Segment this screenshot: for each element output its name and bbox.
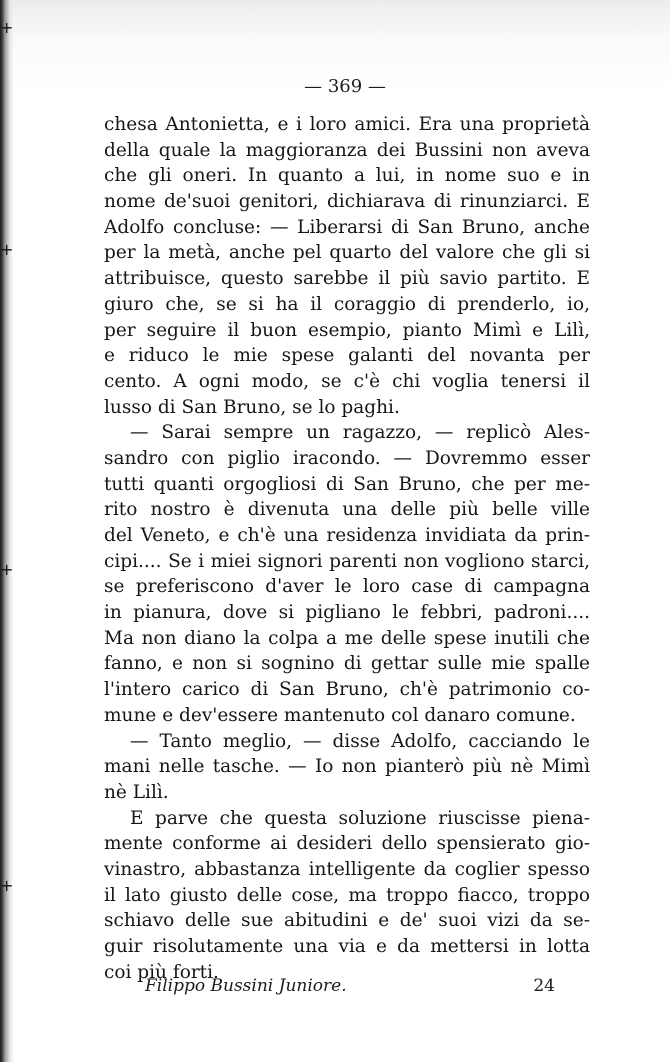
text-line: mani nelle tasche. — Io non pianterò più nè Mimì	[104, 756, 590, 778]
text-line: tutti quanti orgogliosi di San Bruno, che per me-	[104, 473, 590, 495]
text-line: giuro che, se si ha il coraggio di prenderlo, io,	[104, 293, 590, 315]
page-footer	[145, 976, 555, 1000]
text-line: Adolfo concluse: — Liberarsi di San Bruno, anche	[104, 216, 590, 238]
text-line: se preferiscono d'aver le loro case di campagna	[104, 576, 590, 598]
page-number-header: — 369 —	[304, 76, 386, 97]
text-line: e riduco le mie spese galanti del novanta per	[104, 345, 590, 367]
footer-sheet-number: 24	[533, 976, 555, 996]
text-line: sandro con piglio iracondo. — Dovremmo esser	[104, 447, 590, 469]
text-line: coi più forti.	[104, 961, 219, 983]
text-line: mente conforme ai desideri dello spensierato gio-	[104, 833, 590, 855]
text-line: della quale la maggioranza dei Bussini non aveva	[104, 139, 590, 161]
text-line: nè Lilì.	[104, 781, 169, 803]
text-line: il lato giusto delle cose, ma troppo fiacco, troppo	[104, 884, 590, 906]
page-binding-edge	[0, 0, 14, 1062]
text-line: cipi.... Se i miei signori parenti non vogliono starci,	[104, 550, 590, 572]
binding-mark: +	[0, 876, 14, 895]
text-line: mune e dev'essere mantenuto col danaro comune.	[104, 704, 576, 726]
binding-mark: +	[0, 18, 14, 37]
text-line: lusso di San Bruno, se lo paghi.	[104, 396, 400, 418]
body-text	[104, 112, 590, 985]
text-line: l'intero carico di San Bruno, ch'è patrimonio co-	[104, 679, 590, 701]
text-line: per la metà, anche pel quarto del valore che gli si	[104, 242, 590, 264]
text-line: Ma non diano la colpa a me delle spese inutili che	[104, 627, 590, 649]
binding-mark: +	[0, 560, 14, 579]
text-line: del Veneto, e ch'è una residenza invidiata da prin-	[104, 525, 590, 546]
text-line: guir risolutamente una via e da mettersi in lotta	[104, 936, 590, 957]
text-line: che gli oneri. In quanto a lui, in nome suo e in	[104, 165, 590, 187]
text-line: attribuisce, questo sarebbe il più savio partito. E	[104, 268, 590, 290]
text-line: chesa Antonietta, e i loro amici. Era una proprietà	[104, 114, 590, 135]
text-line: fanno, e non si sognino di gettar sulle mie spalle	[104, 653, 590, 675]
text-line: schiavo delle sue abitudini e de' suoi vizi da se-	[104, 910, 590, 932]
footer-signature: Filippo Bussini Juniore.	[145, 976, 347, 996]
text-line: rito nostro è divenuta una delle più belle ville	[104, 499, 590, 521]
text-line: E parve che questa soluzione riuscisse piena-	[130, 807, 590, 829]
text-line: — Tanto meglio, — disse Adolfo, cacciando le	[130, 730, 590, 752]
text-line: per seguire il buon esempio, pianto Mimì e Lilì,	[104, 319, 590, 341]
text-line: in pianura, dove si pigliano le febbri, padroni....	[104, 602, 590, 624]
text-line: — Sarai sempre un ragazzo, — replicò Ales-	[130, 422, 590, 444]
text-line: cento. A ogni modo, se c'è chi voglia tenersi il	[104, 370, 590, 392]
binding-mark: +	[0, 240, 14, 259]
text-line: nome de'suoi genitori, dichiarava di rinunziarci. E	[104, 191, 590, 213]
text-line: vinastro, abbastanza intelligente da coglier spesso	[104, 858, 590, 880]
